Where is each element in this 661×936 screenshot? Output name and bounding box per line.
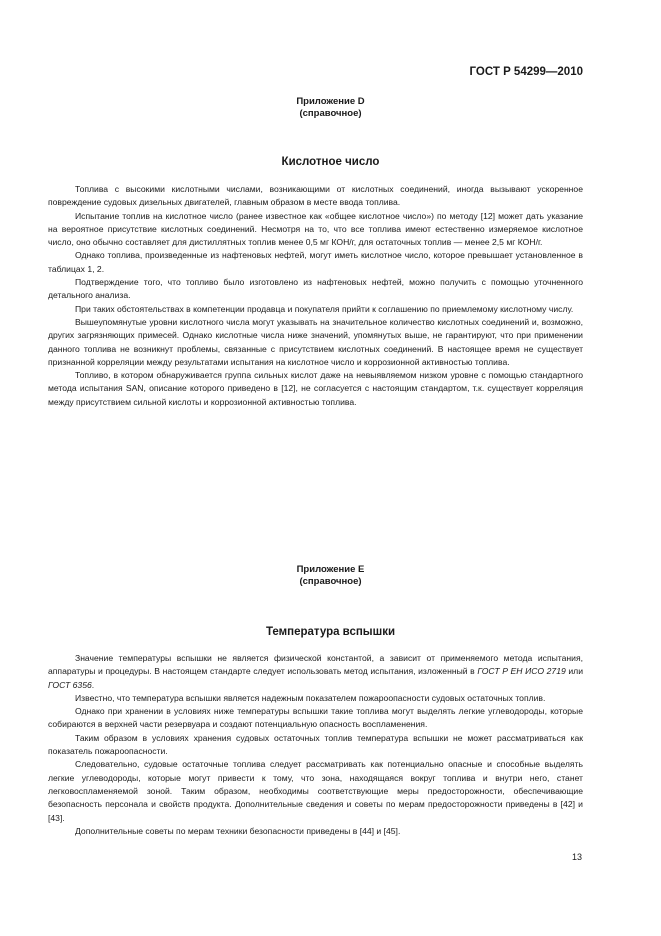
appendix-e-caption xyxy=(0,564,661,588)
paragraph-text: Значение температуры вспышки не является физической константой, а зависит от применяемого метода испытания, аппаратуры и процедуры. В настоящем стандарте следует использовать метод испытания, изложенный в xyxy=(48,653,583,677)
paragraph: Таким образом в условиях хранения судовых остаточных топлив температура вспышки не может рассматриваться как показатель пожароопасности. xyxy=(48,732,583,757)
paragraph: Вышеупомянутые уровни кислотного числа могут указывать на значительное количество кислотных соединений и, возможно, других загрязняющих примесей. Однако кислотные числа ниже значений, упомянутых выше, не гарантируют, что при применении данного топлива не возникнут проблемы, связанные с присутствием кислотных соединений. В настоящее время не существует признанной корреляции между результатами испытания на кислотное число и коррозионной активностью топлива. xyxy=(48,316,583,367)
paragraph: Известно, что температура вспышки является надежным показателем пожароопасности судовых остаточных топлив. xyxy=(75,692,546,703)
appendix-d-note: (справочное) xyxy=(299,108,362,119)
appendix-e-note: (справочное) xyxy=(299,576,362,587)
appendix-d-body xyxy=(48,183,583,409)
page-number: 13 xyxy=(571,852,582,862)
paragraph: Испытание топлив на кислотное число (ранее известное как «общее кислотное число») по методу [12] может дать указание на вероятное присутствие кислотных соединений. Несмотря на то, что все топлива имеют естественно измеряемое кислотное число, оно обычно составляет для дистиллятных топлив менее 0,5 мг КОН/г, для остаточных топлив — менее 2,5 мг КОН/г. xyxy=(48,210,583,248)
appendix-e-title: Приложение E xyxy=(296,564,365,575)
paragraph: Топливо, в котором обнаруживается группа сильных кислот даже на невыявляемом низком уровне с помощью стандартного метода испытания SAN, описание которого приведено в [12], не согласуется с настоящим стандартом, т.к. существует корреляция между присутствием сильной кислоты и коррозионной активностью топлива. xyxy=(48,370,583,407)
appendix-d-caption xyxy=(0,96,661,120)
appendix-e-body xyxy=(48,652,583,838)
appendix-d-title: Приложение D xyxy=(296,96,365,107)
paragraph: Однако при хранении в условиях ниже температуры вспышки такие топлива могут выделять легкие углеводороды, которые собираются в верхней части резервуара и создают потенциальную опасность воспламенения. xyxy=(48,706,583,730)
paragraph: Топлива с высокими кислотными числами, возникающими от кислотных соединений, иногда вызывают ускоренное повреждение судовых дизельных двигателей, главным образом в месте ввода топлива. xyxy=(48,184,583,208)
paragraph: Подтверждение того, что топливо было изготовлено из нафтеновых нефтей, можно получить с помощью уточненного детального анализа. xyxy=(48,277,583,301)
paragraph-text: или xyxy=(565,666,583,677)
paragraph-text: . xyxy=(91,679,95,690)
paragraph: Дополнительные советы по мерам техники безопасности приведены в [44] и [45]. xyxy=(75,825,401,836)
standard-reference: ГОСТ Р ЕН ИСО 2719 xyxy=(477,666,566,677)
standard-reference: ГОСТ 6356 xyxy=(48,679,92,690)
appendix-d-heading: Кислотное число xyxy=(281,156,380,168)
paragraph xyxy=(48,652,583,692)
appendix-e-heading: Температура вспышки xyxy=(265,626,396,638)
paragraph: Следовательно, судовые остаточные топлива следует рассматривать как потенциально опасные и способные выделять легкие углеводороды, которые могут привести к тому, что зона, находящаяся вокруг топлива и внутри него, станет легковоспламеняемой зоной. Таким образом, необходимы соответствующие меры предосторожности, обеспечивающие безопасность персонала и свойств продукта. Дополнительные сведения и советы по мерам предосторожности приведены в [42] и [43]. xyxy=(48,759,583,823)
document-id: ГОСТ Р 54299—2010 xyxy=(469,66,583,78)
paragraph: Однако топлива, произведенные из нафтеновых нефтей, могут иметь кислотное число, которое превышает установленное в таблицах 1, 2. xyxy=(48,250,583,274)
paragraph: При таких обстоятельствах в компетенции продавца и покупателя прийти к соглашению по приемлемому кислотному числу. xyxy=(75,303,574,314)
